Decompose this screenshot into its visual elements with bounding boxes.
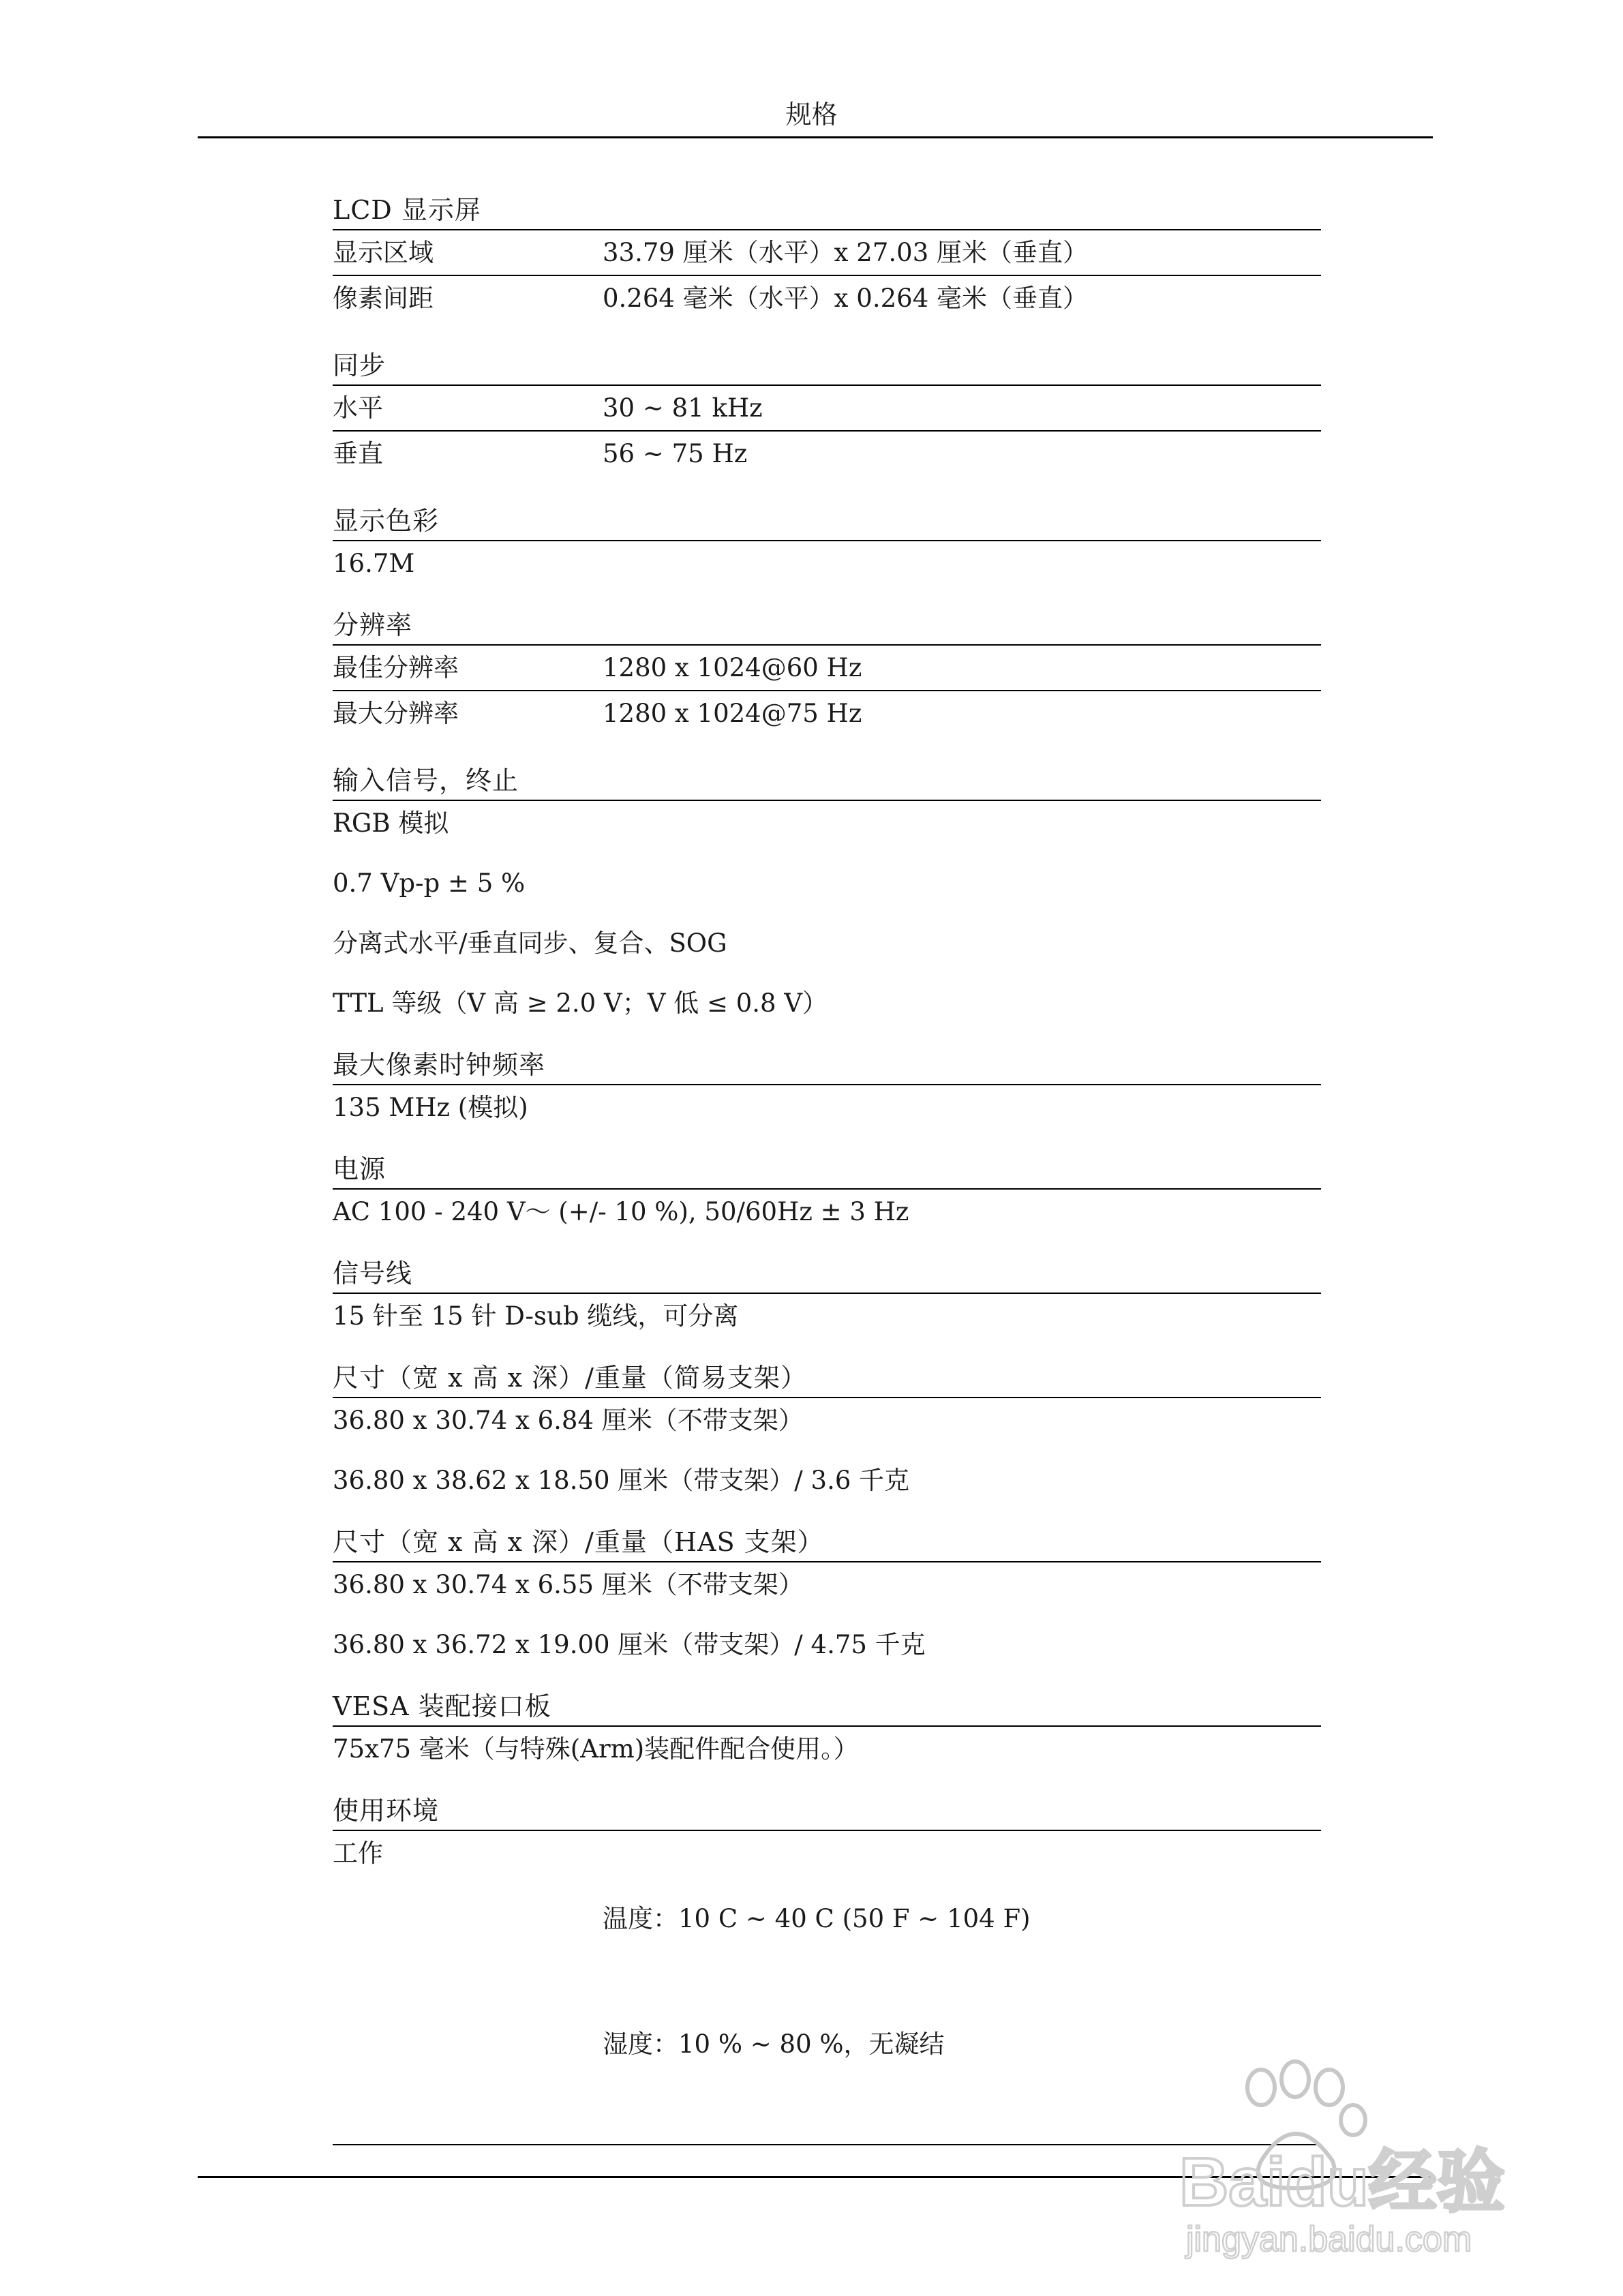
spec-value: 0.264 毫米（水平）x 0.264 毫米（垂直） — [603, 284, 1088, 313]
spec-value: 1280 x 1024@75 Hz — [603, 699, 862, 728]
section-title: 尺寸（宽 x 高 x 深）/重量（HAS 支架） — [333, 1522, 1321, 1562]
section-pixel-clock — [333, 1044, 1321, 1124]
spec-value: 1280 x 1024@60 Hz — [603, 653, 862, 682]
spec-line: AC 100 - 240 V～ (+/- 10 %), 50/60Hz ± 3 Hz — [333, 1197, 909, 1226]
humidity-value: 湿度：10 % ~ 80 %，无凝结 — [603, 2029, 945, 2059]
spec-key: 显示区域 — [333, 238, 434, 267]
section-title: 分辨率 — [333, 605, 1321, 646]
header-divider — [198, 136, 1433, 138]
section-title: 显示色彩 — [333, 500, 1321, 541]
spec-line: RGB 模拟 — [333, 809, 449, 838]
spec-value: 30 ~ 81 kHz — [603, 393, 763, 423]
spec-line: 15 针至 15 针 D-sub 缆线，可分离 — [333, 1301, 739, 1331]
spec-row — [333, 386, 1321, 432]
spec-line: 36.80 x 30.74 x 6.84 厘米（不带支架） — [333, 1406, 804, 1435]
section-vesa — [333, 1686, 1321, 1766]
section-title: 信号线 — [333, 1253, 1321, 1294]
spec-line: 36.80 x 36.72 x 19.00 厘米（带支架）/ 4.75 千克 — [333, 1630, 926, 1659]
baidu-jingyan-watermark — [1159, 2059, 1541, 2263]
section-sync — [333, 345, 1321, 476]
spec-value: 56 ~ 75 Hz — [603, 439, 748, 468]
section-color — [333, 500, 1321, 580]
spec-line: 36.80 x 30.74 x 6.55 厘米（不带支架） — [333, 1570, 804, 1599]
spec-table — [333, 190, 1321, 2170]
spec-key: 水平 — [333, 393, 383, 423]
section-title: LCD 显示屏 — [333, 190, 1321, 230]
section-dimensions-has — [333, 1522, 1321, 1661]
section-cable — [333, 1253, 1321, 1333]
page-title: 规格 — [785, 100, 838, 130]
spec-row — [333, 432, 1321, 476]
section-power — [333, 1149, 1321, 1228]
section-title: 输入信号，终止 — [333, 760, 1321, 801]
section-input — [333, 760, 1321, 1020]
section-title: 尺寸（宽 x 高 x 深）/重量（简易支架） — [333, 1357, 1321, 1398]
section-resolution — [333, 605, 1321, 736]
spec-key: 最大分辨率 — [333, 699, 459, 728]
spec-row — [333, 691, 1321, 736]
spec-line: 16.7M — [333, 549, 415, 578]
spec-row — [333, 646, 1321, 691]
spec-value: 33.79 厘米（水平）x 27.03 厘米（垂直） — [603, 238, 1088, 267]
watermark-brand: Baidu经验 — [1179, 2144, 1505, 2220]
spec-line: 135 MHz (模拟) — [333, 1093, 528, 1122]
section-lcd — [333, 190, 1321, 320]
spec-row — [333, 230, 1321, 276]
spec-line: 分离式水平/垂直同步、复合、SOG — [333, 928, 727, 958]
section-title: 使用环境 — [333, 1790, 1321, 1831]
spec-key: 工作 — [333, 1839, 383, 1868]
temperature-value: 温度：10 C ~ 40 C (50 F ~ 104 F) — [603, 1904, 1031, 1933]
section-title: VESA 装配接口板 — [333, 1686, 1321, 1727]
spec-line: 36.80 x 38.62 x 18.50 厘米（带支架）/ 3.6 千克 — [333, 1466, 910, 1495]
section-dimensions-simple — [333, 1357, 1321, 1497]
watermark-url: jingyan.baidu.com — [1186, 2220, 1472, 2259]
spec-key: 像素间距 — [333, 284, 434, 313]
spec-line: 0.7 Vp-p ± 5 % — [333, 868, 526, 898]
spec-line: TTL 等级（V 高 ≥ 2.0 V；V 低 ≤ 0.8 V） — [333, 988, 828, 1018]
spec-line: 75x75 毫米（与特殊(Arm)装配件配合使用。） — [333, 1734, 859, 1764]
section-title: 电源 — [333, 1149, 1321, 1190]
spec-row — [333, 276, 1321, 320]
spec-key: 垂直 — [333, 439, 383, 468]
section-title: 最大像素时钟频率 — [333, 1044, 1321, 1085]
section-title: 同步 — [333, 345, 1321, 386]
spec-key: 最佳分辨率 — [333, 653, 459, 682]
